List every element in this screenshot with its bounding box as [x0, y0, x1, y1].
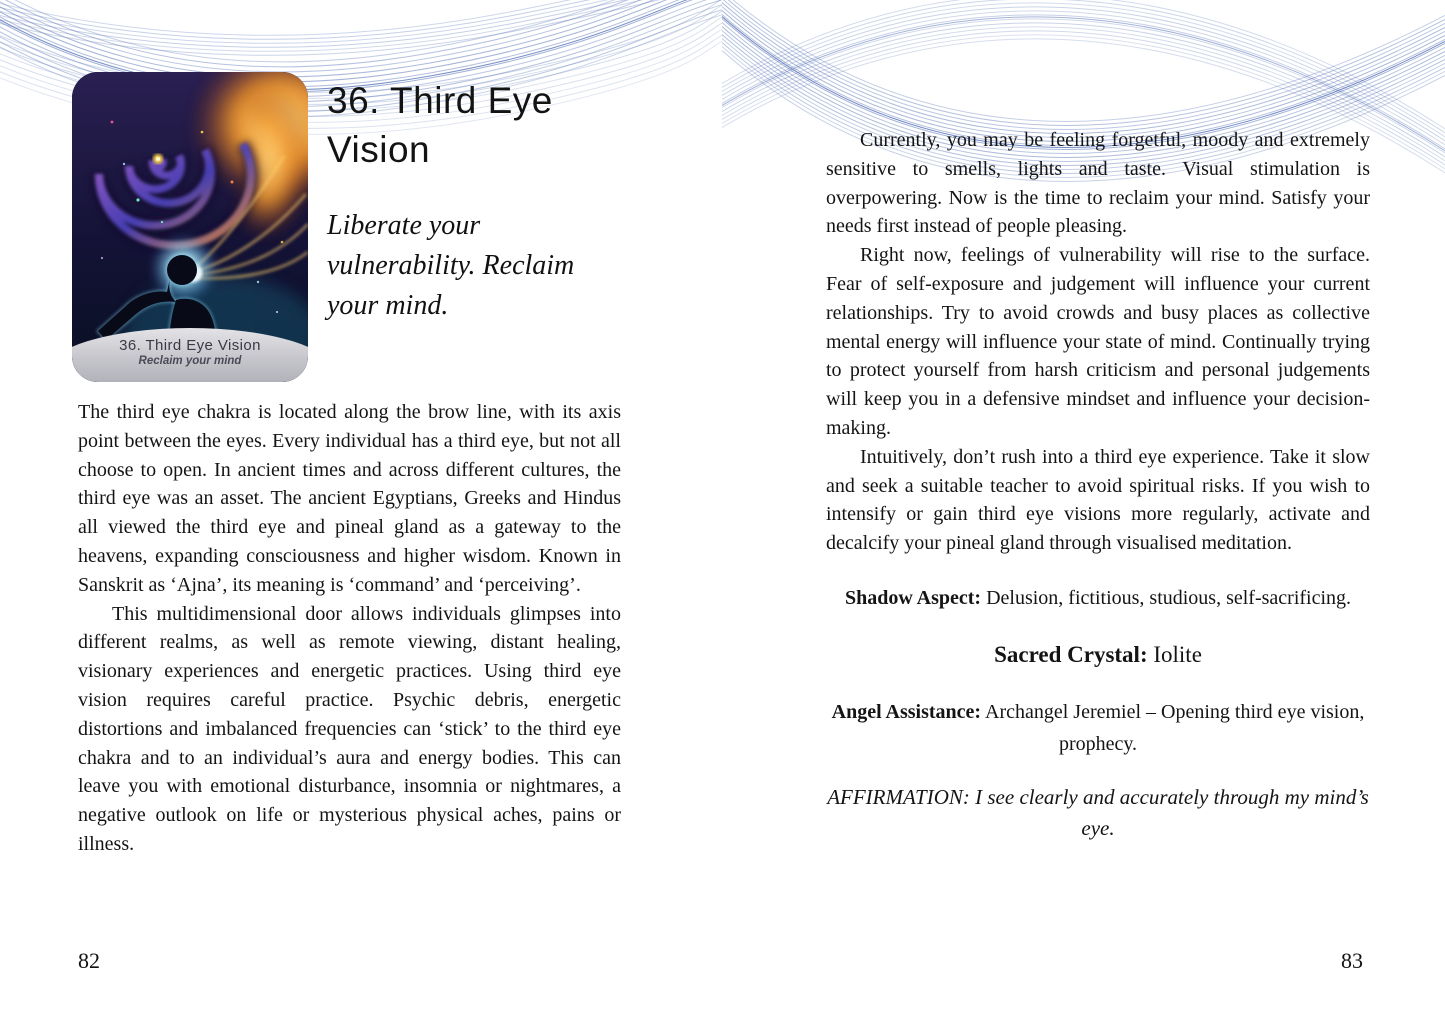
sacred-crystal-text: Iolite	[1153, 641, 1202, 667]
page-number-right: 83	[1341, 948, 1363, 973]
shadow-aspect-section	[826, 582, 1370, 614]
chapter-intro-quote: Liberate your vulnerability. Reclaim your mind.	[327, 210, 575, 321]
paragraph: Currently, you may be feeling forgetful, moody and extremely sensitive to smells, lights and taste. Visual stimulation is overpowering. Now is the time to reclaim your mind. Satisfy your needs first instead of people pleasing.	[826, 129, 1370, 238]
card-subtitle: Reclaim your mind	[138, 355, 242, 367]
paragraph: The third eye chakra is located along the brow line, with its axis point between the eyes. Every individual has a third eye, but not all choose to open. In ancient times and across different cultures, the third eye was an asset. The ancient Egyptians, Greeks and Hindus all viewed the third eye and pineal gland as a gateway to the heavens, expanding consciousness and higher wisdom. Known in Sanskrit as ‘Ajna’, its meaning is ‘command’ and ‘perceiving’.	[78, 401, 621, 596]
page-right	[722, 0, 1445, 1028]
page-left	[0, 0, 722, 1028]
sacred-crystal-label: Sacred Crystal:	[994, 641, 1148, 667]
right-body-text	[826, 126, 1370, 844]
paragraph: This multidimensional door allows individuals glimpses into different realms, as well as remote viewing, distant healing, visionary experiences and energetic practices. Using third eye vision requires careful practice. Psychic debris, energetic distortions and imbalanced frequencies can ‘stick’ to the third eye chakra and to an individual’s aura and energy bodies. This can leave you with emotional disturbance, insomnia or nightmares, a negative outlook on life or mysterious physical aches, pains or illness.	[78, 602, 621, 855]
oracle-card-image	[72, 72, 308, 382]
shadow-aspect-label: Shadow Aspect:	[844, 586, 982, 609]
chapter-heading: 36. Third Eye Vision	[327, 80, 553, 170]
card-title: 36. Third Eye Vision	[119, 337, 261, 354]
page-number-left: 82	[78, 948, 100, 973]
left-body-text	[78, 398, 621, 859]
sacred-crystal-section	[826, 638, 1370, 672]
paragraph: Right now, feelings of vulnerability will rise to the surface. Fear of self-exposure and judgement will influence your current relationships. Try to avoid crowds and busy places as collective mental energy will influence your state of mind. Continually trying to protect yourself from harsh criticism and personal judgements will keep you in a defensive mindset and influence your decision-making.	[826, 244, 1370, 439]
shadow-aspect-text: Delusion, fictitious, studious, self-sacrificing.	[986, 586, 1352, 609]
angel-assistance-label: Angel Assistance:	[831, 700, 982, 723]
affirmation-text: AFFIRMATION: I see clearly and accurately through my mind’s eye.	[827, 784, 1369, 840]
card-caption-band	[72, 328, 308, 382]
angel-assistance-section	[826, 696, 1370, 760]
angel-assistance-text: Archangel Jeremiel – Opening third eye vision, prophecy.	[985, 700, 1365, 755]
paragraph: Intuitively, don’t rush into a third eye experience. Take it slow and seek a suitable teacher to avoid spiritual risks. If you wish to intensify or gain third eye visions more regularly, activate and decalcify your pineal gland through visualised meditation.	[826, 445, 1370, 555]
